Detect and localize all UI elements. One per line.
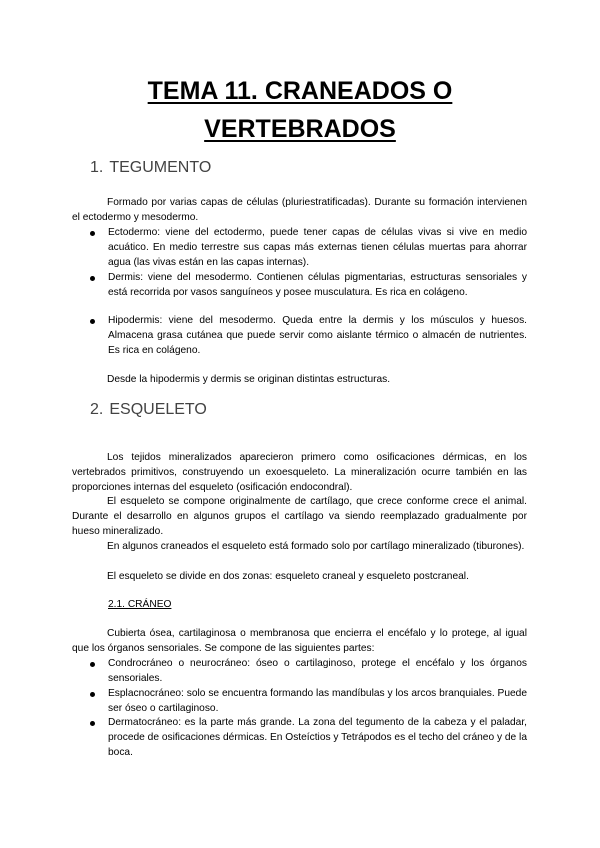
list-item-text: Ectodermo: viene del ectodermo, puede tener capas de células vivas si vive en medio acuático. En medio terrestre sus capas más externas tienen células muertas para ahorrar agua (las vivas están en las capas internas). — [108, 227, 527, 269]
title-line-1: TEMA 11. CRANEADOS O — [147, 77, 453, 105]
paragraph: Formado por varias capas de células (pluriestratificadas). Durante su formación intervienen el ectodermo y mesodermo. — [72, 197, 527, 224]
section-title: ESQUELETO — [109, 401, 207, 418]
list-item-text: Dermatocráneo: es la parte más grande. La zona del tegumento de la cabeza y el paladar, procede de osificaciones dérmicas. En Osteíctios y Tetrápodos es el techo del cráneo y de la boca. — [108, 717, 527, 759]
list-item — [108, 225, 527, 270]
list-item-text: Condrocráneo o neurocráneo: óseo o cartilaginoso, protege el encéfalo y los órganos sensoriales. — [108, 658, 527, 685]
paragraph: En algunos craneados el esqueleto está formado solo por cartílago mineralizado (tiburones). — [107, 541, 525, 552]
list-item — [108, 715, 527, 760]
bullet-icon — [90, 319, 95, 324]
bullet-icon — [90, 721, 95, 726]
list-item-text: Esplacnocráneo: solo se encuentra formando las mandíbulas y los arcos branquiales. Puede ser óseo o cartilaginoso. — [108, 688, 527, 715]
title-line-2: VERTEBRADOS — [204, 115, 396, 143]
subsection-heading-craneo: 2.1. CRÁNEO — [108, 599, 172, 610]
page-title — [60, 72, 540, 148]
section-title: TEGUMENTO — [109, 159, 212, 176]
list-item — [108, 656, 527, 686]
section-number: 1. — [90, 159, 104, 176]
paragraph: Los tejidos mineralizados aparecieron primero como osificaciones dérmicas, en los vertebrados primitivos, construyendo un exoesqueleto. La mineralización ocurre también en las proporciones internas del esqueleto (osificación endocondral). — [72, 452, 527, 494]
list-item — [108, 686, 527, 716]
list-item — [108, 270, 527, 300]
bullet-icon — [90, 692, 95, 697]
paragraph: El esqueleto se compone originalmente de cartílago, que crece conforme crece el animal. Durante el desarrollo en algunos grupos el cartílago va siendo reemplazado gradualmente por hueso mineralizado. — [72, 496, 527, 538]
bullet-icon — [90, 276, 95, 281]
section-heading-tegumento — [90, 158, 211, 178]
section-heading-esqueleto — [90, 400, 207, 420]
section-number: 2. — [90, 401, 104, 418]
paragraph: El esqueleto se divide en dos zonas: esqueleto craneal y esqueleto postcraneal. — [107, 571, 469, 582]
list-item-text: Dermis: viene del mesodermo. Contienen células pigmentarias, estructuras sensoriales y está recorrida por vasos sanguíneos y posee musculatura. Es rica en colágeno. — [108, 272, 527, 299]
list-item — [108, 313, 527, 358]
bullet-icon — [90, 662, 95, 667]
paragraph: Cubierta ósea, cartilaginosa o membranosa que encierra el encéfalo y lo protege, al igual que los órganos sensoriales. Se compone de las siguientes partes: — [72, 628, 527, 655]
list-item-text: Hipodermis: viene del mesodermo. Queda entre la dermis y los músculos y huesos. Almacena grasa cutánea que puede servir como aislante térmico o almacén de nutrientes. Es rica en colágeno. — [108, 315, 527, 357]
bullet-icon — [90, 231, 95, 236]
paragraph: Desde la hipodermis y dermis se originan distintas estructuras. — [107, 374, 391, 385]
